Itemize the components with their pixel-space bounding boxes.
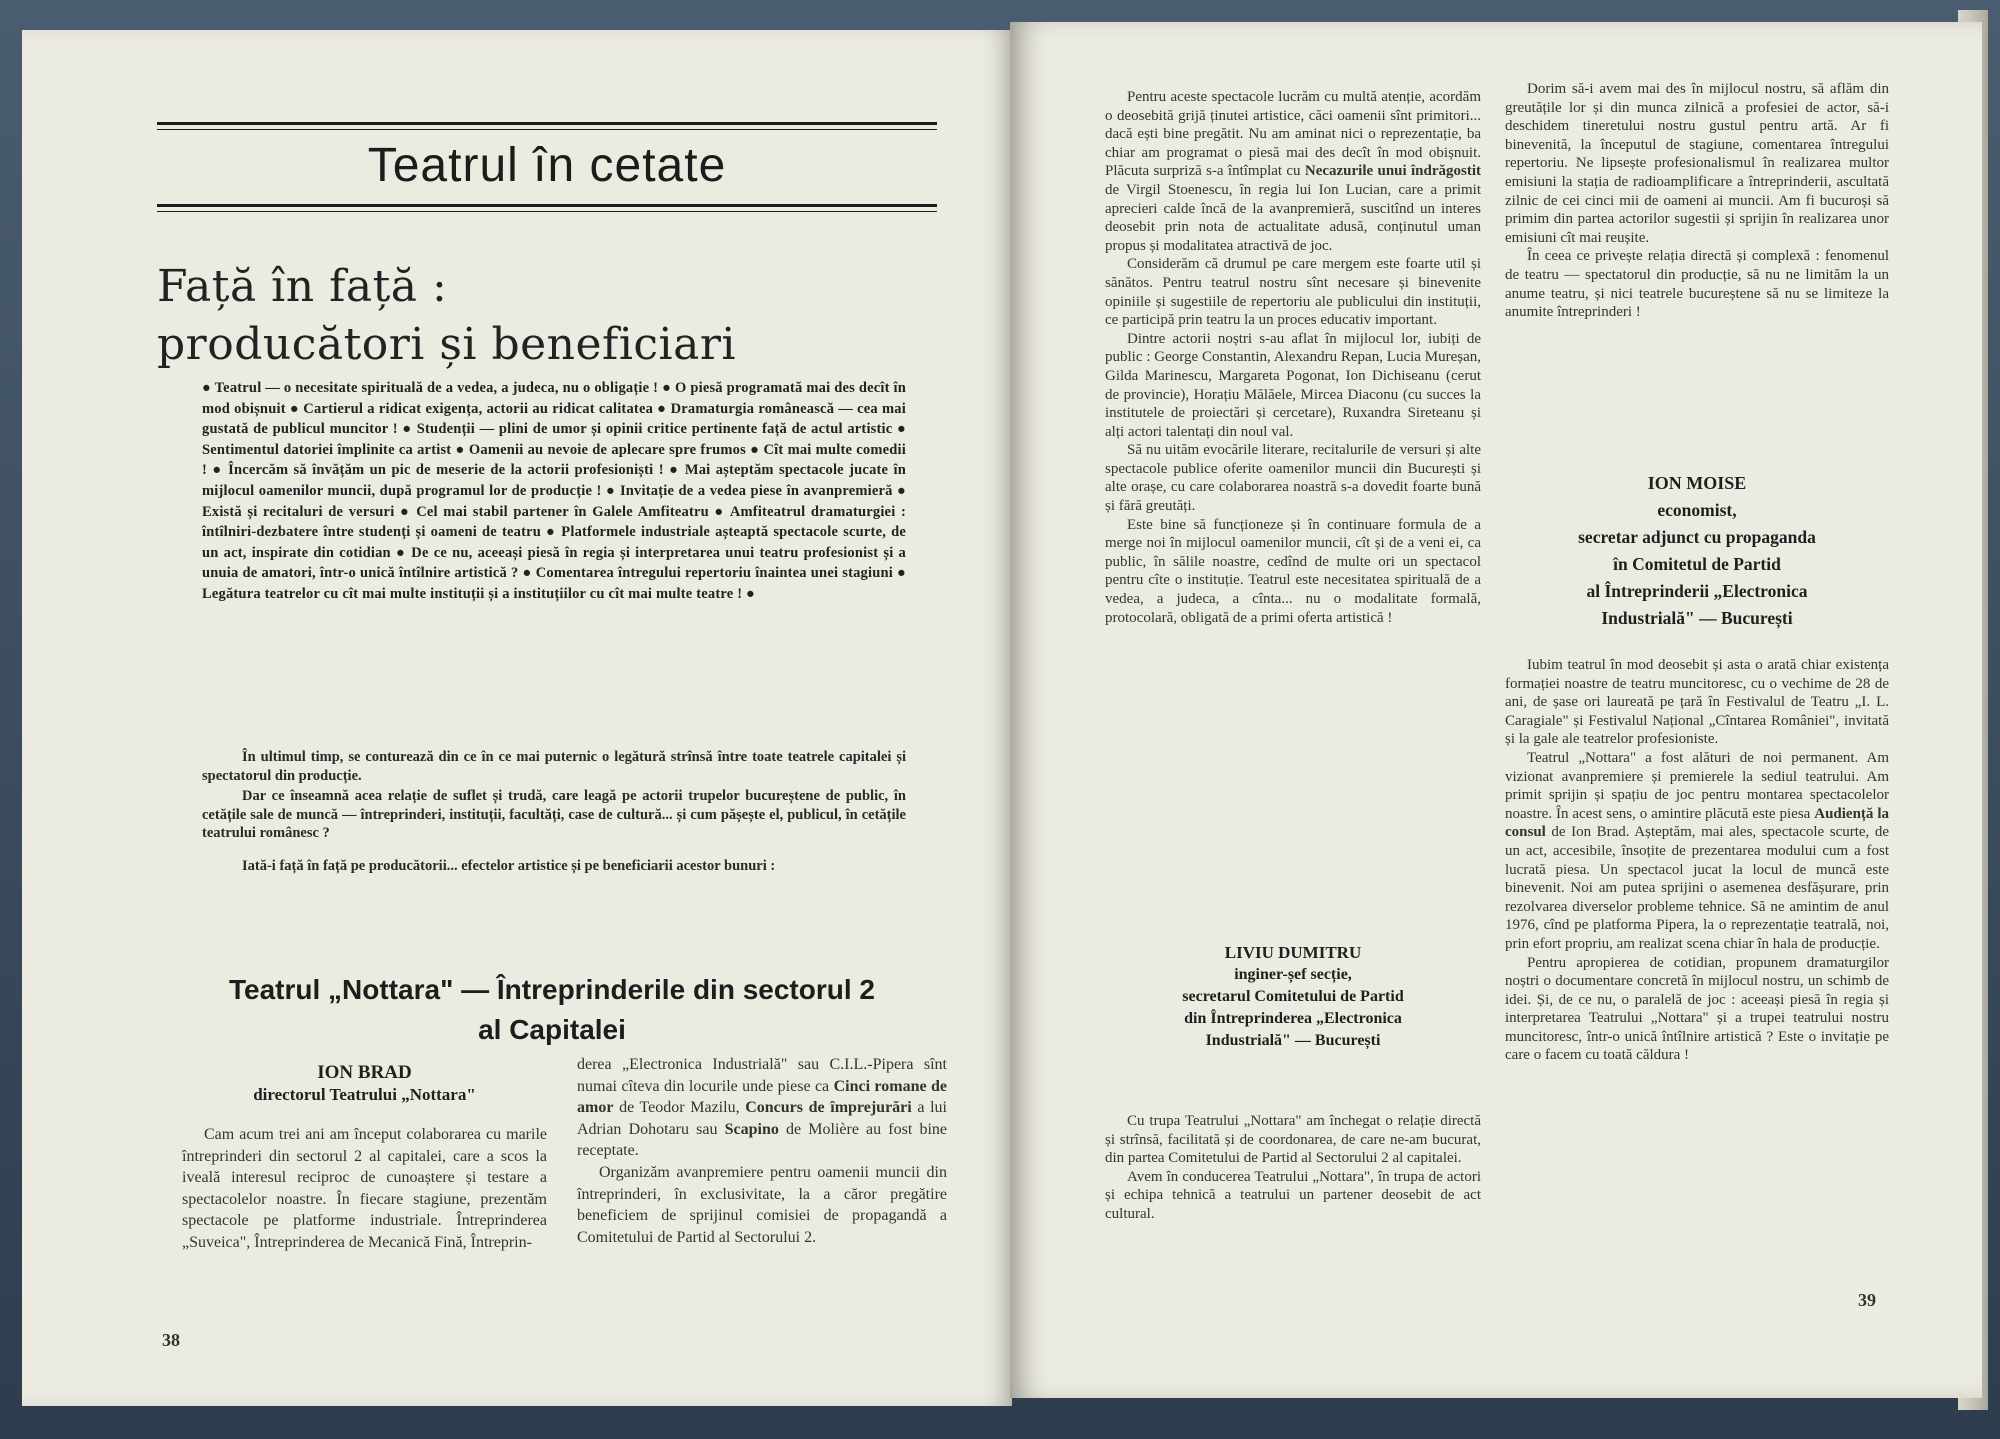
play-title: Cinci romane de amor	[577, 1077, 947, 1117]
play-title: Scapino	[724, 1120, 779, 1138]
right-column-1	[1105, 88, 1481, 627]
right-col2-paragraph-5: Pentru apropierea de cotidian, propunem dramaturgilor noștri o documentare concretă în mijlocul nostru, un schimb de idei. Și, de ce nu, o paralelă de joc : aceeași piesă în regia și interpretarea Teatrului „Nottara" și a trupei teatrului nostru muncitoresc, într-o unică întîlnire artistică ? Este o invitație pe care o facem cu toată căldura !	[1505, 954, 1889, 1064]
right-col1-paragraph-7: Avem în conducerea Teatrului „Nottara", în trupa de actori și echipa tehnică a teatrului un partener deosebit de act cultural.	[1105, 1168, 1481, 1222]
text-run: Pentru aceste spectacole lucrăm cu multă atenție, acordăm o deosebită grijă ținutei artistice, căci oamenii sînt primitori... dacă ești bine pregătit. Nu am aminat nici o reprezentație, ba chiar am programat o piesă mai des decît în mod obișnuit. Plăcuta surpriză s-a întîmplat cu	[1105, 89, 1481, 180]
byline-line: secretarul Comitetului de Partid	[1182, 988, 1404, 1005]
page-number-right: 39	[1858, 1290, 1876, 1310]
byline-name: ION BRAD	[317, 1062, 412, 1083]
left-column-2	[577, 1054, 947, 1248]
byline-line: Industrială" — București	[1205, 1032, 1381, 1049]
section-title-line2: producători și beneficiari	[157, 319, 736, 370]
masthead-rule-top-thin	[157, 129, 937, 130]
left-col2-paragraph-2: Organizăm avanpremiere pentru oamenii muncii din întreprinderi, în exclusivitate, la a căror pregătire beneficiem de sprijinul comisiei de propagandă a Comitetului de Partid al Sectorului 2.	[577, 1163, 947, 1246]
summary-bullets: ● Teatrul — o necesitate spirituală de a vedea, a judeca, nu o obligație ! ● O piesă programată mai des decît în mod obișnuit ● Cartierul a ridicat exigența, actorii au ridicat calitatea ● Dramaturgia românească — cea mai gustată de publicul muncitor ! ● Studenții — plini de umor și opinii critice pertinente față de actul artistic ● Sentimentul datoriei împlinite ca artist ● Oamenii au nevoie de aplecare spre frumos ● Cît mai multe comedii ! ● Încercăm să învățăm un pic de meserie de la actorii profesioniști ! ● Mai așteptăm spectacole jucate în mijlocul oamenilor muncii, după programul lor de producție ! ● Invitație de a vedea piese în avanpremieră ● Există și recitaluri de versuri ● Cel mai stabil partener în Galele Amfiteatru ● Amfiteatrul dramaturgiei : întîlniri-dezbatere între studenți și oameni de teatru ● Platformele industriale așteaptă spectacole scurte, de un act, inspirate din cotidian ● De ce nu, aceeași piesă în regia și interpretarea unui teatru profesionist și a unuia de amatori, într-o unică întîlnire artistică ? ● Comentarea întregului repertoriu înaintea unei stagiuni ● Legătura teatrelor cu cît mai multe instituții și a instituțiilor cu cît mai multe teatre ! ●	[202, 380, 906, 602]
byline-line: din Întreprinderea „Electronica	[1184, 1010, 1402, 1027]
text-run: Teatrul „Nottara" a fost alături de noi permanent. Am vizionat avanpremiere și premierele la sediul teatrului. Am primit sprijin și spațiu de joc pentru montarea spectacolelor noastre. În acest sens, o amintire plăcută este piesa	[1505, 749, 1889, 822]
right-col1-paragraph-5: Este bine să funcționeze și în continuare formula de a merge noi în mijlocul oamenilor muncii, cît și de a veni ei, ca public, în sălile noastre, cedînd de multe ori un spectacol pentru cîte o instituție. Teatrul este necesitatea spirituală de a vedea, a judeca, a cînta... nu o modalitate formală, protocolară, obligată de a primi oferta artistică !	[1105, 516, 1481, 626]
section-title	[157, 258, 757, 374]
byline-liviu-dumitru	[1105, 942, 1481, 1052]
masthead-rule-bottom-thin	[157, 211, 937, 212]
right-column-2-lower	[1505, 656, 1889, 1065]
text-run: de Teodor Mazilu,	[613, 1099, 746, 1117]
byline-line: economist,	[1657, 500, 1737, 520]
byline-ion-moise	[1505, 470, 1889, 632]
text-run: de Virgil Stoenescu, în regia lui Ion Lucian, care a primit aprecieri calde încă de la avanpremieră, suscitînd un interes deosebit prin nota de actualitate adusă, conținutul uman propus și modalitatea atractivă de joc.	[1105, 181, 1481, 254]
byline-line: al Întreprinderii „Electronica	[1586, 581, 1808, 601]
byline-name: LIVIU DUMITRU	[1224, 943, 1362, 962]
article-heading	[182, 970, 922, 1050]
text-run: a lui Adrian Dohotaru sau	[577, 1099, 947, 1138]
right-column-2-upper	[1505, 80, 1889, 322]
byline-line: secretar adjunct cu propaganda	[1578, 527, 1816, 547]
article-heading-line2: al Capitalei	[478, 1014, 626, 1045]
byline-ion-brad	[182, 1062, 547, 1106]
play-title: Concurs de împrejurări	[745, 1099, 912, 1117]
masthead-title: Teatrul în cetate	[367, 139, 727, 192]
right-col1-paragraph-6: Cu trupa Teatrului „Nottara" am închegat o relație directă și strînsă, facilitată și de coordonarea, de care ne-am bucurat, din partea Comitetului de Partid al Sectorului 2 al capitalei.	[1105, 1113, 1481, 1167]
intro-paragraph-1: În ultimul timp, se conturează din ce în ce mai puternic o legătură strînsă între toate teatrele capitalei și spectatorul din producție.	[202, 749, 906, 784]
right-col1-paragraph-4: Să nu uităm evocările literare, recitalurile de versuri și alte spectacole publice oferite oamenilor muncii din București și alte orașe, cu care colaborarea noastră s-a dovedit foarte bună și fără greutăți.	[1105, 442, 1481, 515]
left-col2-paragraph-1	[577, 1054, 947, 1162]
right-col1-paragraph-3: Dintre actorii noștri s-au aflat în mijlocul lor, iubiți de public : George Constantin, Alexandru Repan, Lucia Mureșan, Gilda Marinescu, Margareta Pogonat, Ion Dichiseanu (cerut de provincie), Horațiu Mălăele, Mircea Diaconu (cu succes la institutele de proiectări și cercetare), Ruxandra Sireteanu și alți actori talentați din noul val.	[1105, 330, 1481, 440]
right-col2-paragraph-1: Dorim să-i avem mai des în mijlocul nostru, să aflăm din greutățile lor și din munca zilnică a profesiei de actor, să-i deschidem tineretului nostru gustul pentru artă. Ar fi binevenită, la începutul de stagiune, comentarea întregului repertoriu. Ne lipsește profesionalismul în realizarea multor emisiuni la stația de radioamplificare a întreprinderii, ascultată zilnic de cei cinci mii de oameni ai muncii. Am fi bucuroși să primim din partea actorilor sugestii și sprijin în realizarea unor emisiuni cît mai reușite.	[1505, 81, 1889, 246]
intro-paragraph-3: Iată-i față în față pe producătorii... efectelor artistice și pe beneficiarii acestor bunuri :	[242, 857, 776, 874]
left-page	[22, 30, 1012, 1406]
right-column-1-lower	[1105, 1112, 1481, 1224]
byline-name: ION MOISE	[1647, 473, 1747, 493]
byline-title: directorul Teatrului „Nottara"	[253, 1085, 476, 1104]
masthead-rule-top	[157, 122, 937, 125]
intro-text	[202, 748, 906, 875]
right-col2-paragraph-2: În ceea ce privește relația directă și complexă : fenomenul de teatru — spectatorul din producție, să nu ne limităm la un anume teatru, și nici teatrele bucureștene să nu se limiteze la anumite întreprinderi !	[1505, 248, 1889, 321]
right-col2-paragraph-4	[1505, 749, 1889, 954]
text-run: derea „Electronica Industrială" sau C.I.L.-Pipera sînt numai cîteva din locurile unde piese ca	[577, 1056, 947, 1095]
page-number-left: 38	[162, 1330, 180, 1350]
play-title: Necazurile unui îndrăgostit	[1304, 163, 1481, 180]
left-column-1	[182, 1124, 547, 1254]
right-page	[1010, 22, 1982, 1398]
right-col1-paragraph-1	[1105, 88, 1481, 255]
byline-line: în Comitetul de Partid	[1613, 554, 1781, 574]
left-col1-paragraph: Cam acum trei ani am început colaborarea cu marile întreprinderi din sectorul 2 al capitalei, care a scos la iveală interesul reciproc de cunoaștere și testare a spectacolelor noastre. În fiecare stagiune, prezentăm spectacole pe platforme industriale. Întreprinderea „Suveica", Întreprinderea de Mecanică Fină, Întreprin-	[182, 1126, 547, 1251]
text-run: de Molière au fost bine receptate.	[577, 1120, 947, 1160]
article-heading-line1: Teatrul „Nottara" — Întreprinderile din sectorul 2	[229, 974, 875, 1005]
text-run: de Ion Brad. Așteptăm, mai ales, spectacole scurte, de un act, accesibile, însoțite de prezentarea modului cum a fost lucrată piesa. Un spectacol jucat la locul de muncă este binevenit. Noi am putea sprijini o asemenea desfășurare, prin rezolvarea diverselor probleme tehnice. Să ne amintim de anul 1976, cînd pe platforma Pipera, la o reprezentație teatrală, noi, prin efort propriu, am realizat scena chiar în hala de producție.	[1505, 824, 1889, 952]
right-col2-paragraph-3: Iubim teatrul în mod deosebit și asta o arată chiar existența formației noastre de teatru muncitoresc, cu o vechime de 28 de ani, de șase ori laureată pe țară în Festivalul de Teatru „I. L. Caragiale" și Festivalul Național „Cîntarea României", invitată și la gale ale teatrelor profesioniste.	[1505, 657, 1889, 748]
byline-line: Industrială" — București	[1601, 608, 1793, 628]
right-col1-paragraph-2: Considerăm că drumul pe care mergem este foarte util și sănătos. Pentru teatrul nostru sînt necesare și binevenite opiniile și sugestiile de repertoriu ale publicului din instituții, ce participă prin teatru la un proces educativ important.	[1105, 256, 1481, 329]
masthead-rule-bottom	[157, 204, 937, 207]
intro-paragraph-2: Dar ce înseamnă acea relație de suflet și trudă, care leagă pe actorii trupelor bucureștene de public, în cetățile sale de muncă — întreprinderi, instituții, facultăți, case de cultură... și cum pășește el, publicul, în cetățile teatrului românesc ?	[202, 788, 906, 841]
byline-line: inginer-șef secție,	[1234, 966, 1352, 983]
section-title-line1: Față în față :	[157, 261, 448, 312]
play-title: Audiență la consul	[1505, 805, 1889, 841]
